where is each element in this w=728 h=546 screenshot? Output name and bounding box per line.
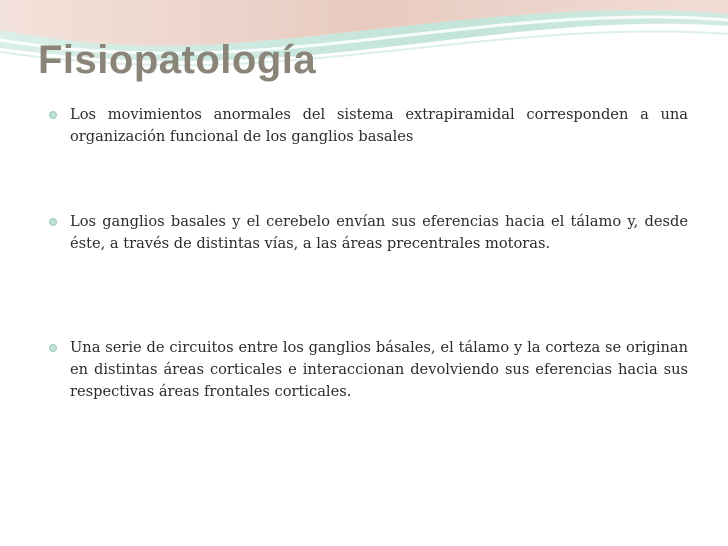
bullet-text: Los movimientos anormales del sistema extrapiramidal corresponden a una organización funcional de los ganglios basales [70, 106, 688, 145]
bullet-dot-icon [49, 111, 57, 119]
slide-title: Fisiopatología [38, 38, 317, 82]
bullet-text: Una serie de circuitos entre los ganglios básales, el tálamo y la corteza se originan en distintas áreas corticales e interaccionan devolviendo sus eferencias hacia sus respectivas áreas frontales corticales. [70, 339, 688, 400]
bullet-item [48, 211, 688, 255]
bullet-item [48, 104, 688, 148]
bullet-text: Los ganglios basales y el cerebelo envían sus eferencias hacia el tálamo y, desde éste, a través de distintas vías, a las áreas precentrales motoras. [70, 213, 688, 252]
bullet-dot-icon [49, 218, 57, 226]
bullet-dot-icon [49, 344, 57, 352]
bullet-item [48, 337, 688, 403]
